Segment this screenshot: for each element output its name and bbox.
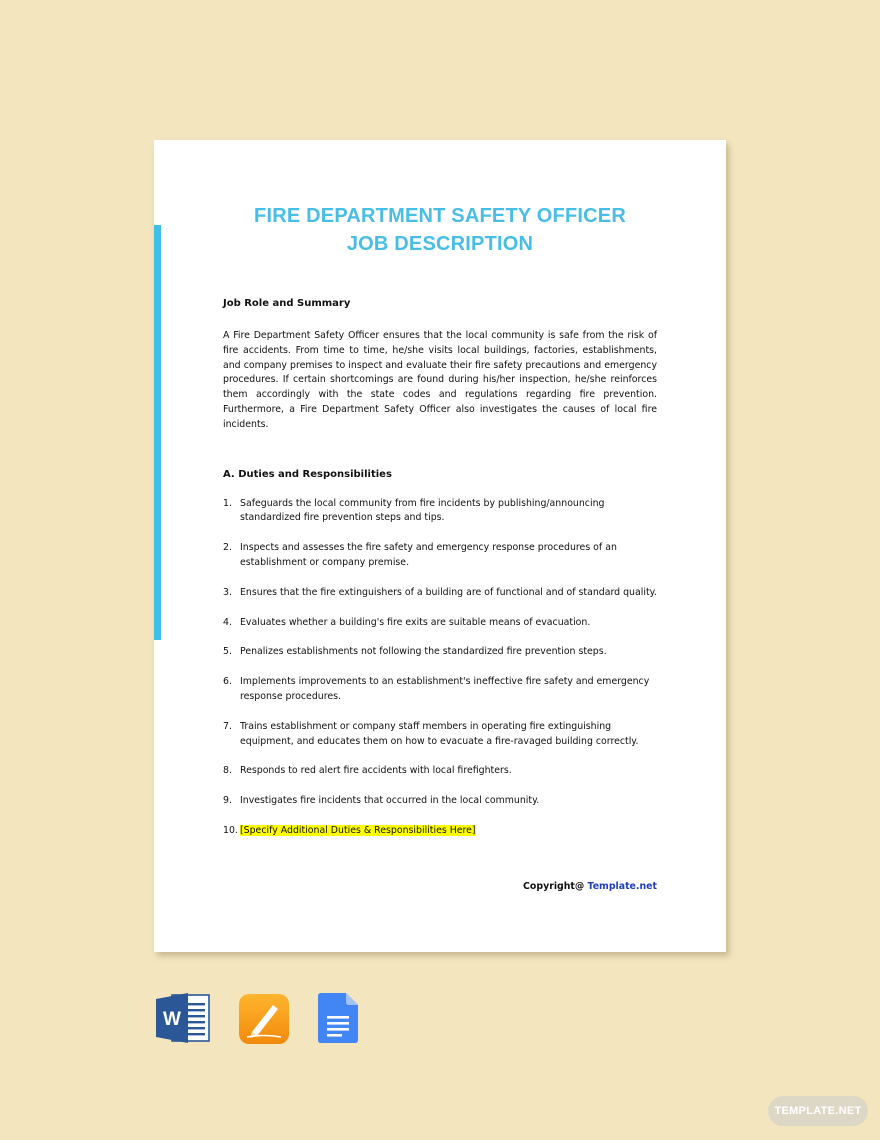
list-item xyxy=(223,794,657,809)
copyright-link[interactable]: Template.net xyxy=(587,881,657,892)
list-item xyxy=(223,675,657,705)
list-text: Implements improvements to an establishment's ineffective fire safety and emergency response procedures. xyxy=(240,676,650,702)
list-text: Ensures that the fire extinguishers of a building are of functional and of standard quality. xyxy=(240,586,657,598)
list-number: 2. xyxy=(223,542,232,554)
document-body xyxy=(223,298,657,854)
placeholder-highlight: [Specify Additional Duties & Responsibilities Here] xyxy=(240,824,476,836)
list-number: 6. xyxy=(223,676,232,688)
duties-list xyxy=(223,497,657,839)
list-number: 8. xyxy=(223,765,232,777)
section-heading-duties: A. Duties and Responsibilities xyxy=(223,468,392,480)
list-number: 7. xyxy=(223,720,232,732)
word-icon[interactable] xyxy=(156,993,210,1048)
list-text: Inspects and assesses the fire safety and emergency response procedures of an establishment or company premise. xyxy=(240,542,617,568)
list-number: 5. xyxy=(223,646,232,658)
document-title xyxy=(154,202,726,258)
list-text: Penalizes establishments not following the standardized fire prevention steps. xyxy=(240,646,607,658)
google-docs-icon[interactable] xyxy=(318,993,358,1048)
list-number: 3. xyxy=(223,586,232,598)
list-text: Investigates fire incidents that occurred in the local community. xyxy=(240,795,540,807)
title-line-1: FIRE DEPARTMENT SAFETY OFFICER xyxy=(254,205,626,227)
list-item xyxy=(223,824,657,839)
title-line-2: JOB DESCRIPTION xyxy=(346,233,534,255)
list-number: 9. xyxy=(223,795,232,807)
section-heading-job-role: Job Role and Summary xyxy=(223,298,351,309)
list-item xyxy=(223,616,657,631)
list-text: Safeguards the local community from fire incidents by publishing/announcing standardized fire prevention steps and tips. xyxy=(240,497,605,524)
list-text: Trains establishment or company staff members in operating fire extinguishing equipment, and educates them on how to evacuate a fire-ravaged building correctly. xyxy=(240,720,639,747)
list-number: 4. xyxy=(223,616,232,628)
watermark-badge: TEMPLATE.NET xyxy=(768,1096,868,1126)
list-item xyxy=(223,497,657,527)
accent-bar xyxy=(154,225,161,640)
list-item xyxy=(223,764,657,779)
list-number: 1. xyxy=(223,497,232,509)
word-letter: W xyxy=(163,1009,181,1030)
list-item xyxy=(223,720,657,750)
list-number: 10. xyxy=(223,824,238,836)
list-text: Evaluates whether a building's fire exits are suitable means of evacuation. xyxy=(240,616,591,628)
pages-icon[interactable] xyxy=(238,993,290,1050)
list-item xyxy=(223,645,657,660)
list-item xyxy=(223,586,657,601)
copyright-notice xyxy=(523,881,657,892)
document-page xyxy=(154,140,726,952)
list-item xyxy=(223,541,657,571)
summary-paragraph: A Fire Department Safety Officer ensures that the local community is safe from the risk of fire accidents. From time to time, he/she visits local buildings, factories, establishments, and company premises to inspect and evaluate their fire safety precautions and emergency procedures. If certain shortcomings are found during his/her inspection, he/she reinforces them accordingly with the state codes and regulations regarding fire prevention. Furthermore, a Fire Department Safety Officer also investigates the causes of local fire incidents. xyxy=(223,330,657,430)
copyright-label: Copyright@ xyxy=(523,881,588,892)
list-text: Responds to red alert fire accidents with local firefighters. xyxy=(240,765,512,777)
